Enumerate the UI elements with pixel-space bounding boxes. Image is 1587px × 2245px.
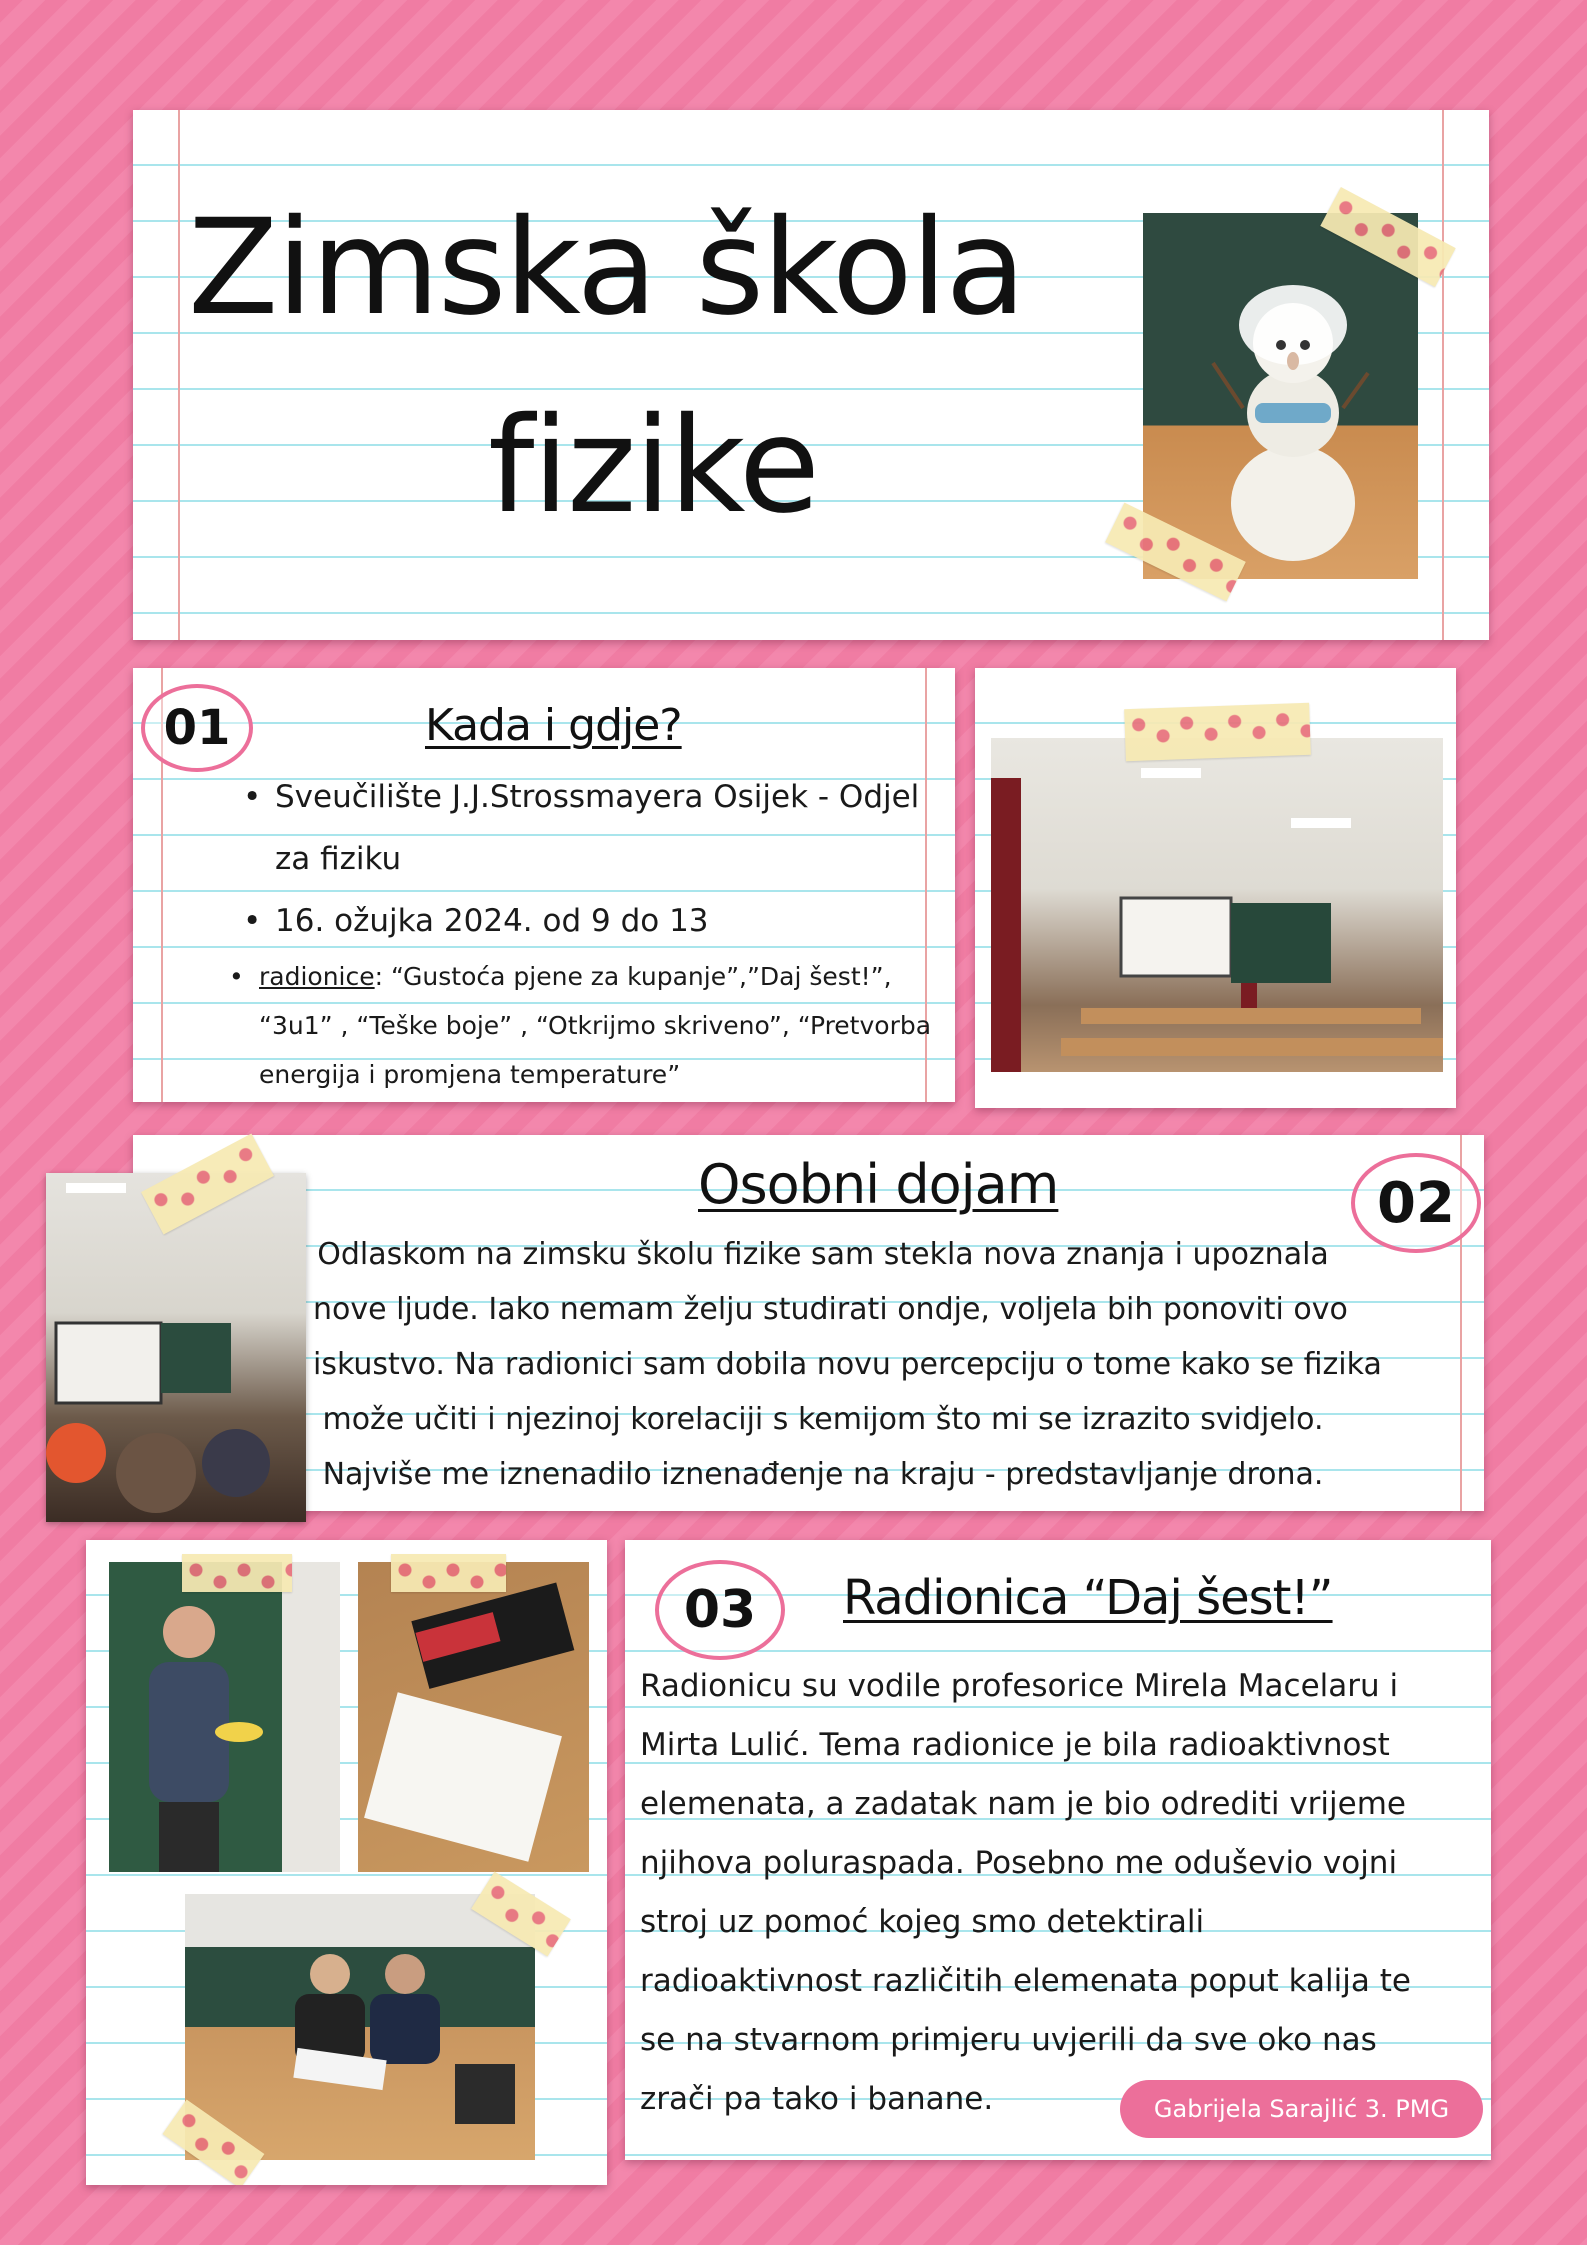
section2-title: Osobni dojam [698, 1153, 1059, 1216]
section3-title: Radionica “Daj šest!” [843, 1570, 1333, 1626]
section2-line: Odlaskom na zimsku školu fizike sam stekla nova znanja i upoznala [317, 1237, 1329, 1272]
section3-photos-card [86, 1540, 607, 2185]
teacher-with-bananas-photo [109, 1562, 340, 1872]
teacher-figure-icon [109, 1562, 340, 1872]
author-badge: Gabrijela Sarajlić 3. PMG [1120, 2080, 1483, 2138]
section1-photo-card [975, 668, 1456, 1108]
bullet-item-date [243, 890, 943, 952]
workshops-label: radionice [259, 962, 375, 991]
section2-line: može učiti i njezinoj korelaciji s kemijom što mi se izrazito svidjelo. [322, 1402, 1324, 1437]
section1-number-badge: 01 [141, 684, 253, 772]
classroom-photo [991, 738, 1443, 1072]
section2-card [133, 1135, 1484, 1511]
margin-line [1442, 110, 1444, 640]
section3-line: stroj uz pomoć kojeg smo detektirali [640, 1904, 1205, 1940]
page-title-line2: fizike [488, 389, 819, 543]
bullet-date-text: 16. ožujka 2024. od 9 do 13 [275, 903, 709, 939]
workshops-list-text: : “Gustoća pjene za kupanje”,”Daj šest!”, “3u1” , “Teške boje” , “Otkrijmo skriveno”, “Pretvorba energija i promjena temperature” [259, 962, 932, 1089]
dice-worksheet-icon [358, 1562, 589, 1872]
einstein-snowman-photo [1143, 213, 1418, 579]
dice-box-worksheet-photo [358, 1562, 589, 1872]
bullet-item-location [243, 766, 943, 890]
bullet-item-workshops [229, 952, 943, 1099]
section3-line: njihova poluraspada. Posebno me oduševio vojni [640, 1845, 1398, 1881]
classroom-scene-icon [991, 738, 1443, 1072]
section1-title: Kada i gdje? [425, 700, 682, 751]
section3-number-badge: 03 [655, 1560, 785, 1660]
section3-line: elemenata, a zadatak nam je bio odrediti vrijeme [640, 1786, 1406, 1822]
section2-line: nove ljude. Iako nemam želju studirati ondje, voljela bih ponoviti ovo [313, 1292, 1348, 1327]
bullet-dot-icon: • [243, 779, 262, 815]
margin-line [178, 110, 180, 640]
decorative-tape [1124, 703, 1311, 761]
section3-line: radioaktivnost različitih elemenata poput kalija te [640, 1963, 1411, 1999]
page-title-line1: Zimska škola [188, 191, 1025, 345]
snowman-figure-icon [1143, 213, 1418, 579]
students-at-table-photo [185, 1894, 535, 2160]
section2-line: iskustvo. Na radionici sam dobila novu percepciju o tome kako se fizika [313, 1347, 1382, 1382]
section3-line: zrači pa tako i banane. [640, 2081, 994, 2117]
section3-card [625, 1540, 1491, 2160]
section2-line: Najviše me iznenadilo iznenađenje na kraju - predstavljanje drona. [322, 1457, 1324, 1492]
bullet-dot-icon: • [243, 903, 262, 939]
section3-line: Mirta Lulić. Tema radionice je bila radioaktivnost [640, 1727, 1390, 1763]
decorative-tape [182, 1554, 292, 1592]
section3-body [640, 1657, 1470, 2129]
students-scene-icon [185, 1894, 535, 2160]
header-card [133, 110, 1489, 640]
decorative-tape [391, 1554, 506, 1592]
bullet-location-text: Sveučilište J.J.Strossmayera Osijek - Odjel za fiziku [275, 779, 920, 877]
section3-line: se na stvarnom primjeru uvjerili da sve oko nas [640, 2022, 1377, 2058]
section2-body [313, 1227, 1382, 1502]
section3-line: Radionicu su vodile profesorice Mirela Macelaru i [640, 1668, 1399, 1704]
section1-card [133, 668, 955, 1102]
section2-number-badge: 02 [1351, 1153, 1481, 1253]
section1-bullet-list [229, 766, 943, 1099]
bullet-dot-icon: • [229, 962, 244, 991]
